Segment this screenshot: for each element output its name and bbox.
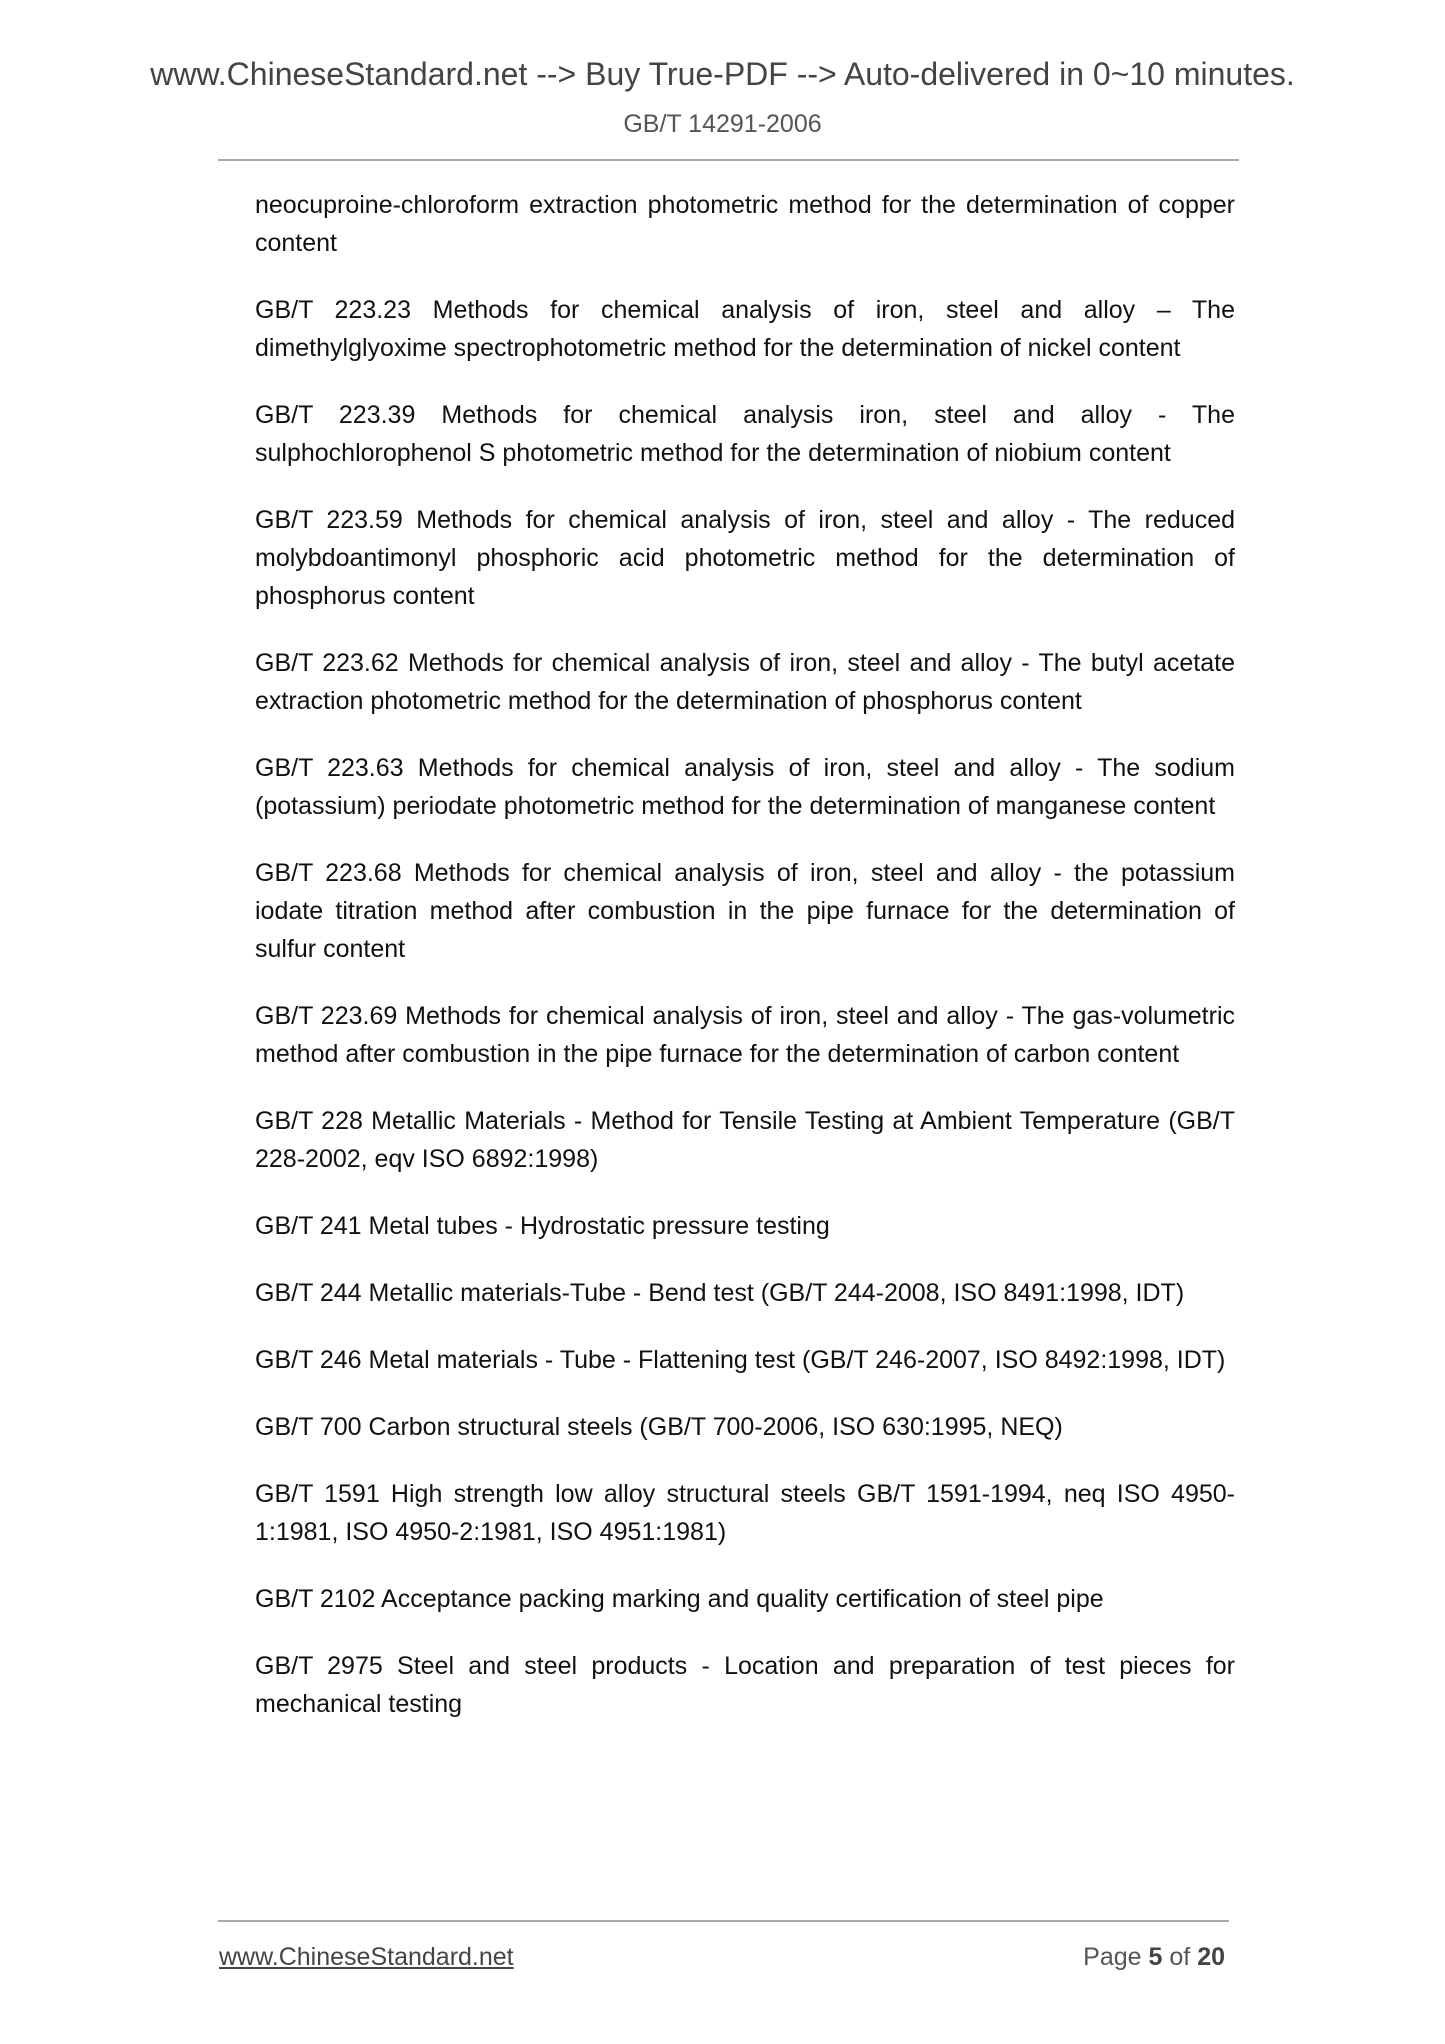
page-total: 20 — [1197, 1943, 1225, 1971]
page-prefix: Page — [1083, 1943, 1142, 1971]
paragraph: GB/T 241 Metal tubes - Hydrostatic pressure testing — [255, 1212, 830, 1240]
document-body — [255, 186, 1235, 1752]
header-banner: www.ChineseStandard.net --> Buy True-PDF --> Auto-delivered in 0~10 minutes. — [150, 56, 1295, 92]
paragraph: GB/T 223.59 Methods for chemical analysis of iron, steel and alloy - The reduced molybdoantimonyl phosphoric acid photometric method for the determination of phosphorus content — [255, 506, 1235, 610]
paragraph: GB/T 223.68 Methods for chemical analysis of iron, steel and alloy - the potassium iodate titration method after combustion in the pipe furnace for the determination of sulfur content — [255, 859, 1235, 963]
paragraph: GB/T 223.39 Methods for chemical analysis iron, steel and alloy - The sulphochlorophenol S photometric method for the determination of niobium content — [255, 401, 1235, 467]
header-divider — [218, 159, 1239, 161]
paragraph: neocuproine-chloroform extraction photometric method for the determination of copper content — [255, 191, 1235, 257]
paragraph: GB/T 246 Metal materials - Tube - Flattening test (GB/T 246-2007, ISO 8492:1998, IDT) — [255, 1346, 1226, 1374]
page-of: of — [1169, 1943, 1191, 1971]
paragraph: GB/T 244 Metallic materials-Tube - Bend test (GB/T 244-2008, ISO 8491:1998, IDT) — [255, 1279, 1185, 1307]
paragraph: GB/T 2975 Steel and steel products - Location and preparation of test pieces for mechanical testing — [255, 1652, 1235, 1718]
paragraph: GB/T 223.23 Methods for chemical analysis of iron, steel and alloy – The dimethylglyoxime spectrophotometric method for the determination of nickel content — [255, 296, 1235, 362]
paragraph: GB/T 700 Carbon structural steels (GB/T 700-2006, ISO 630:1995, NEQ) — [255, 1413, 1063, 1441]
paragraph: GB/T 1591 High strength low alloy structural steels GB/T 1591-1994, neq ISO 4950-1:1981, ISO 4950-2:1981, ISO 4951:1981) — [255, 1480, 1235, 1546]
paragraph: GB/T 228 Metallic Materials - Method for Tensile Testing at Ambient Temperature (GB/T 228-2002, eqv ISO 6892:1998) — [255, 1107, 1235, 1173]
page-indicator — [1083, 1943, 1225, 1972]
footer-divider — [218, 1920, 1229, 1922]
paragraph: GB/T 223.69 Methods for chemical analysis of iron, steel and alloy - The gas-volumetric method after combustion in the pipe furnace for the determination of carbon content — [255, 1002, 1235, 1068]
footer-site-link[interactable]: www.ChineseStandard.net — [219, 1943, 514, 1971]
paragraph: GB/T 2102 Acceptance packing marking and quality certification of steel pipe — [255, 1585, 1104, 1613]
paragraph: GB/T 223.62 Methods for chemical analysis of iron, steel and alloy - The butyl acetate extraction photometric method for the determination of phosphorus content — [255, 649, 1235, 715]
standard-code: GB/T 14291-2006 — [623, 110, 822, 138]
page-current: 5 — [1148, 1943, 1163, 1971]
paragraph: GB/T 223.63 Methods for chemical analysis of iron, steel and alloy - The sodium (potassium) periodate photometric method for the determination of manganese content — [255, 754, 1235, 820]
